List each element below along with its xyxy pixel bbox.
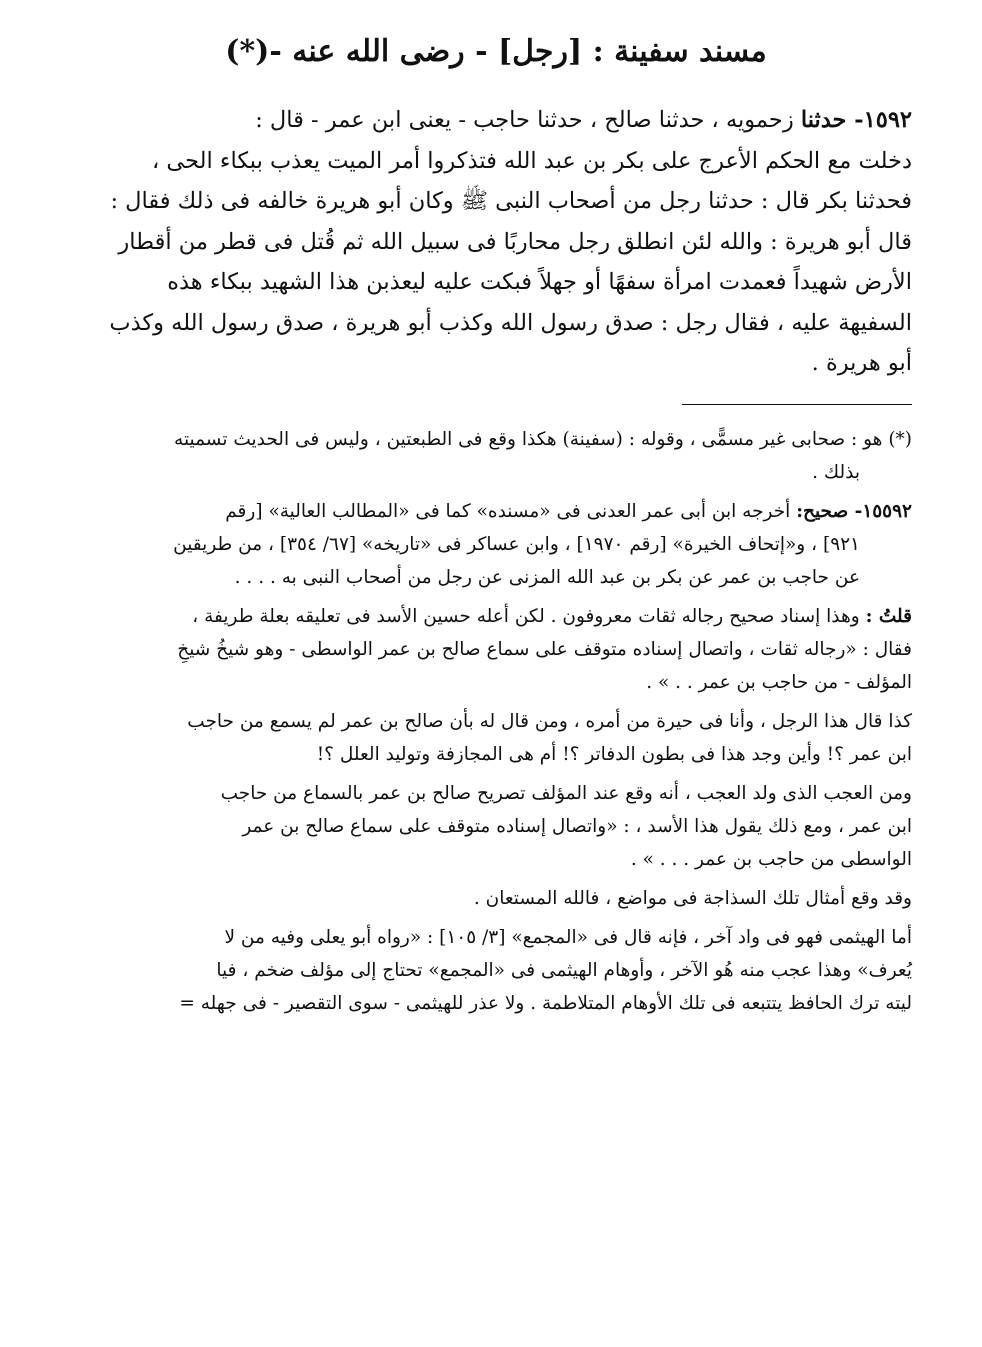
qultu-first-line xyxy=(80,600,912,633)
hadith-number: ١٥٩٢ xyxy=(863,107,912,133)
footnote-line: وهذا إسناد صحيح رجاله ثقات معروفون . لكن أعله حسين الأسد فى تعليقه بعلة طريفة ، xyxy=(192,605,860,627)
footnote-line: المؤلف - من حاجب بن عمر . . » . xyxy=(646,671,912,693)
hadith-text xyxy=(80,100,912,384)
footnote-line: أما الهيثمى فهو فى واد آخر ، فإنه قال فى «المجمع» [٣/ ١٠٥] : «رواه أبو يعلى وفيه من لا xyxy=(224,926,912,948)
qultu-label: قلتُ : xyxy=(865,605,912,627)
footnote-line: بذلك . xyxy=(812,461,860,483)
hadith-line: فحدثنا بكر قال : حدثنا رجل من أصحاب النبى ﷺ وكان أبو هريرة خالفه فى ذلك فقال : xyxy=(110,188,912,214)
footnote-line: ومن العجب الذى ولد العجب ، أنه وقع عند المؤلف تصريح صالح بن عمر بالسماع من حاجب xyxy=(220,782,912,804)
footnote-line: ليته ترك الحافظ يتتبعه فى تلك الأوهام المتلاطمة . ولا عذر للهيثمى - سوى التقصير - فى جهله = xyxy=(179,992,912,1014)
footnote-line: يُعرف» وهذا عجب منه هُو الآخر ، وأوهام الهيثمى فى «المجمع» تحتاج إلى مؤلف ضخم ، فيا xyxy=(216,959,912,981)
hadith-line: قال أبو هريرة : والله لئن انطلق رجل محاربًا فى سبيل الله ثم قُتل فى قطر من أقطار xyxy=(118,228,912,255)
hadith-line: أبو هريرة . xyxy=(811,350,912,376)
takhrij-label: - صحيح: xyxy=(796,500,863,522)
takhrij-number: ١٥٥٩٢ xyxy=(862,500,912,522)
footnote-star xyxy=(80,423,912,489)
takhrij-first-line xyxy=(80,495,912,528)
footnote-line: كذا قال هذا الرجل ، وأنا فى حيرة من أمره ، ومن قال له بأن صالح بن عمر لم يسمع من حاجب xyxy=(187,710,912,732)
hadith-line: زحمويه ، حدثنا صالح ، حدثنا حاجب - يعنى ابن عمر - قال : xyxy=(255,107,794,133)
page xyxy=(80,30,912,1026)
footnote-line: الواسطى من حاجب بن عمر . . . » . xyxy=(630,848,912,870)
footnote-para-waqad xyxy=(80,882,912,915)
hadith-line: الأرض شهيداً فعمدت امرأة سفهًا أو جهلاً فبكت عليه ليعذبن هذا الشهيد ببكاء هذه xyxy=(167,269,912,295)
footnote-takhrij xyxy=(80,495,912,594)
footnote-line: فقال : «رجاله ثقات ، واتصال إسناده متوقف على سماع صالح بن عمر الواسطى - وهو شيخُ شيخِ xyxy=(177,638,912,660)
footnote-para-kadha xyxy=(80,705,912,771)
hadith-line: دخلت مع الحكم الأعرج على بكر بن عبد الله فتذكروا أمر الميت يعذب ببكاء الحى ، xyxy=(151,147,912,174)
footnote-line: (*) هو : صحابى غير مسمًّى ، وقوله : (سفينة) هكذا وقع فى الطبعتين ، وليس فى الحديث تسميته xyxy=(174,428,912,450)
footnote-line: وقد وقع أمثال تلك السذاجة فى مواضع ، فالله المستعان . xyxy=(473,887,912,909)
footnote-para-haythami xyxy=(80,921,912,1020)
footnote-line: ٩٢١] ، و«إتحاف الخيرة» [رقم ١٩٧٠] ، وابن عساكر فى «تاريخه» [٦٧/ ٣٥٤] ، من طريقين xyxy=(173,533,860,555)
footnote-para-ajab xyxy=(80,777,912,876)
hadith-line: السفيهة عليه ، فقال رجل : صدق رسول الله وكذب أبو هريرة ، صدق رسول الله وكذب xyxy=(109,309,912,336)
footnote-line: أخرجه ابن أبى عمر العدنى فى «مسنده» كما فى «المطالب العالية» [رقم xyxy=(225,500,791,522)
footnote-qultu xyxy=(80,600,912,699)
footnote-line: ابن عمر ؟! وأين وجد هذا فى بطون الدفاتر ؟! أم هى المجازفة وتوليد العلل ؟! xyxy=(316,743,912,765)
footnote-divider xyxy=(682,404,912,405)
hadith-lead: - حدثنا xyxy=(800,107,864,133)
footnote-line: عن حاجب بن عمر عن بكر بن عبد الله المزنى عن رجل من أصحاب النبى به . . . . xyxy=(234,566,860,588)
page-title: مسند سفينة : [رجل] - رضى الله عنه -(*) xyxy=(225,34,767,69)
footnote-line: ابن عمر ، ومع ذلك يقول هذا الأسد ، : «واتصال إسناده متوقف على سماع صالح بن عمر xyxy=(242,815,912,837)
hadith-first-line xyxy=(80,100,912,141)
